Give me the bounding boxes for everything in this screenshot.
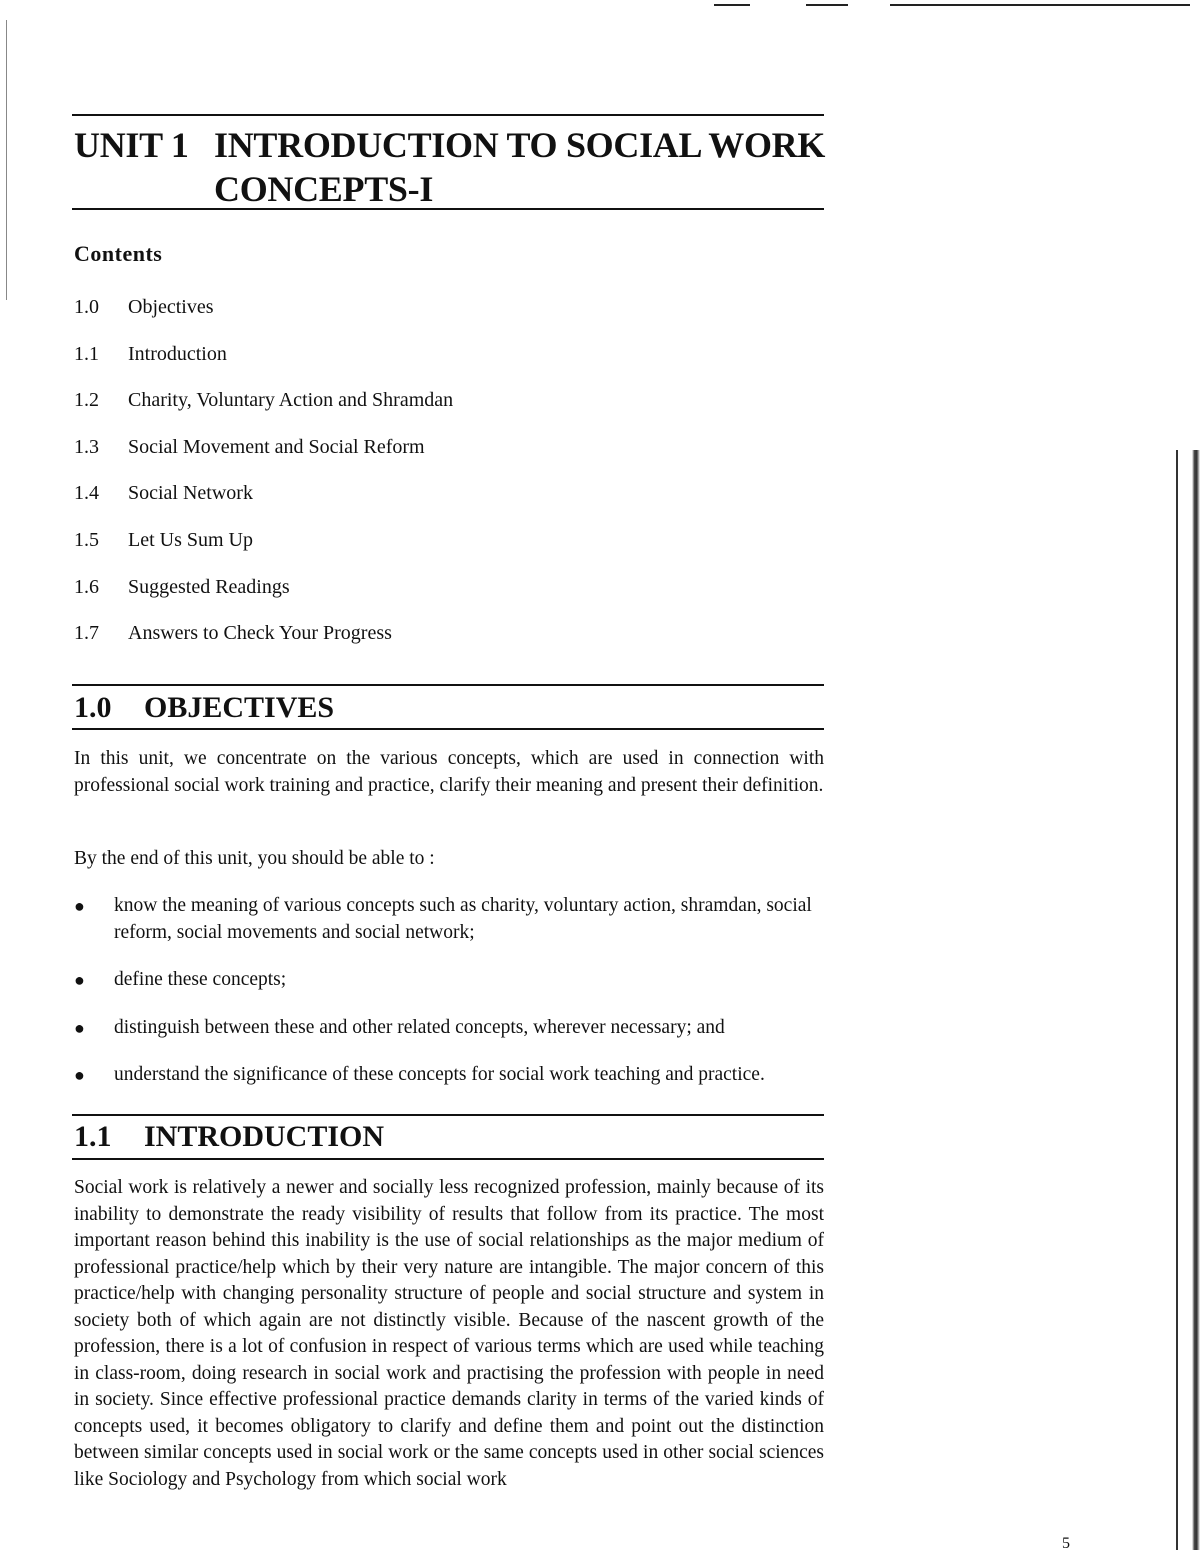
list-item-text: understand the significance of these concepts for social work teaching and practice. [114,1064,765,1085]
toc-label: Social Network [128,482,253,505]
section-top-rule [72,684,824,686]
section-title: OBJECTIVES [144,691,335,724]
section-title: INTRODUCTION [144,1120,385,1153]
bullet-icon: ● [74,970,85,990]
toc-label: Introduction [128,342,227,365]
list-item-text: know the meaning of various concepts such as charity, voluntary action, shramdan, social reform, social movements and social network; [114,895,812,943]
section-top-rule [72,1114,824,1116]
toc-number: 1.3 [74,435,99,458]
toc-number: 1.6 [74,575,99,598]
toc-number: 1.4 [74,482,99,505]
toc-number: 1.2 [74,389,99,412]
toc-number: 1.7 [74,622,99,645]
toc-label: Answers to Check Your Progress [128,622,392,645]
title-bottom-rule [72,208,824,210]
section-bottom-rule [72,728,824,730]
unit-title-text: INTRODUCTION TO SOCIAL WORK CONCEPTS-I [214,125,826,209]
objectives-list [74,893,834,1110]
introduction-paragraph: Social work is relatively a newer and socially less recognized profession, mainly because of its inability to demonstrate the ready visibility of results that follow from its practice. The most important reason behind this inability is the use of social relationships as the major medium of professional practice/help which by their very nature are intangible. The major concern of this practice/help with changing personality structure of people and social structure and system in society both of which again are not distinctly visible. Because of the nascent growth of the profession, there is a lot of confusion in respect of various terms which are used while teaching in class-room, doing research in social work and practising the profession with people in need in society. Since effective professional practice demands clarity in terms of the varied kinds of concepts used, it becomes obligatory to clarify and define them and point out the distinction between similar concepts used in social work or the same concepts used in other social sciences like Sociology and Psychology from which social work [74,1177,824,1490]
toc-label: Suggested Readings [128,575,290,598]
scan-artifact-rule [806,4,848,6]
toc-item [74,521,794,568]
toc-label: Let Us Sum Up [128,528,253,551]
toc-item [74,428,794,475]
list-item [74,967,834,994]
toc-item [74,288,794,335]
toc-number: 1.1 [74,342,99,365]
section-number: 1.0 [74,691,112,724]
bullet-icon: ● [74,896,85,916]
list-item [74,893,834,946]
toc-item [74,381,794,428]
toc-item [74,614,794,661]
objectives-paragraph: In this unit, we concentrate on the various concepts, which are used in connection with professional social work training and practice, clarify their meaning and present their definition. [74,748,824,796]
page-number: 5 [1062,1535,1070,1552]
toc-number: 1.0 [74,296,99,318]
list-item-text: distinguish between these and other related concepts, wherever necessary; and [114,1016,725,1038]
toc-label: Objectives [128,296,214,318]
table-of-contents [74,288,794,661]
list-item-text: define these concepts; [114,969,287,990]
toc-item [74,335,794,382]
title-top-rule [72,114,824,116]
scan-artifact-rule [890,4,1190,6]
contents-heading: Contents [74,241,163,266]
scan-artifact-edge [1176,450,1178,1550]
list-item [74,1015,834,1042]
list-item [74,1062,834,1089]
toc-number: 1.5 [74,528,99,551]
bullet-icon: ● [74,1065,85,1085]
bullet-icon: ● [74,1017,85,1038]
section-number: 1.1 [74,1120,112,1153]
scan-artifact-edge [6,20,7,300]
toc-label: Charity, Voluntary Action and Shramdan [128,389,454,412]
scan-artifact-edge [1192,450,1200,1550]
toc-item [74,474,794,521]
objectives-lead-in: By the end of this unit, you should be able to : [74,848,435,869]
toc-label: Social Movement and Social Reform [128,435,425,458]
scan-artifact-rule [714,4,750,6]
toc-item [74,568,794,615]
section-bottom-rule [72,1158,824,1160]
unit-number: UNIT 1 [74,125,189,165]
